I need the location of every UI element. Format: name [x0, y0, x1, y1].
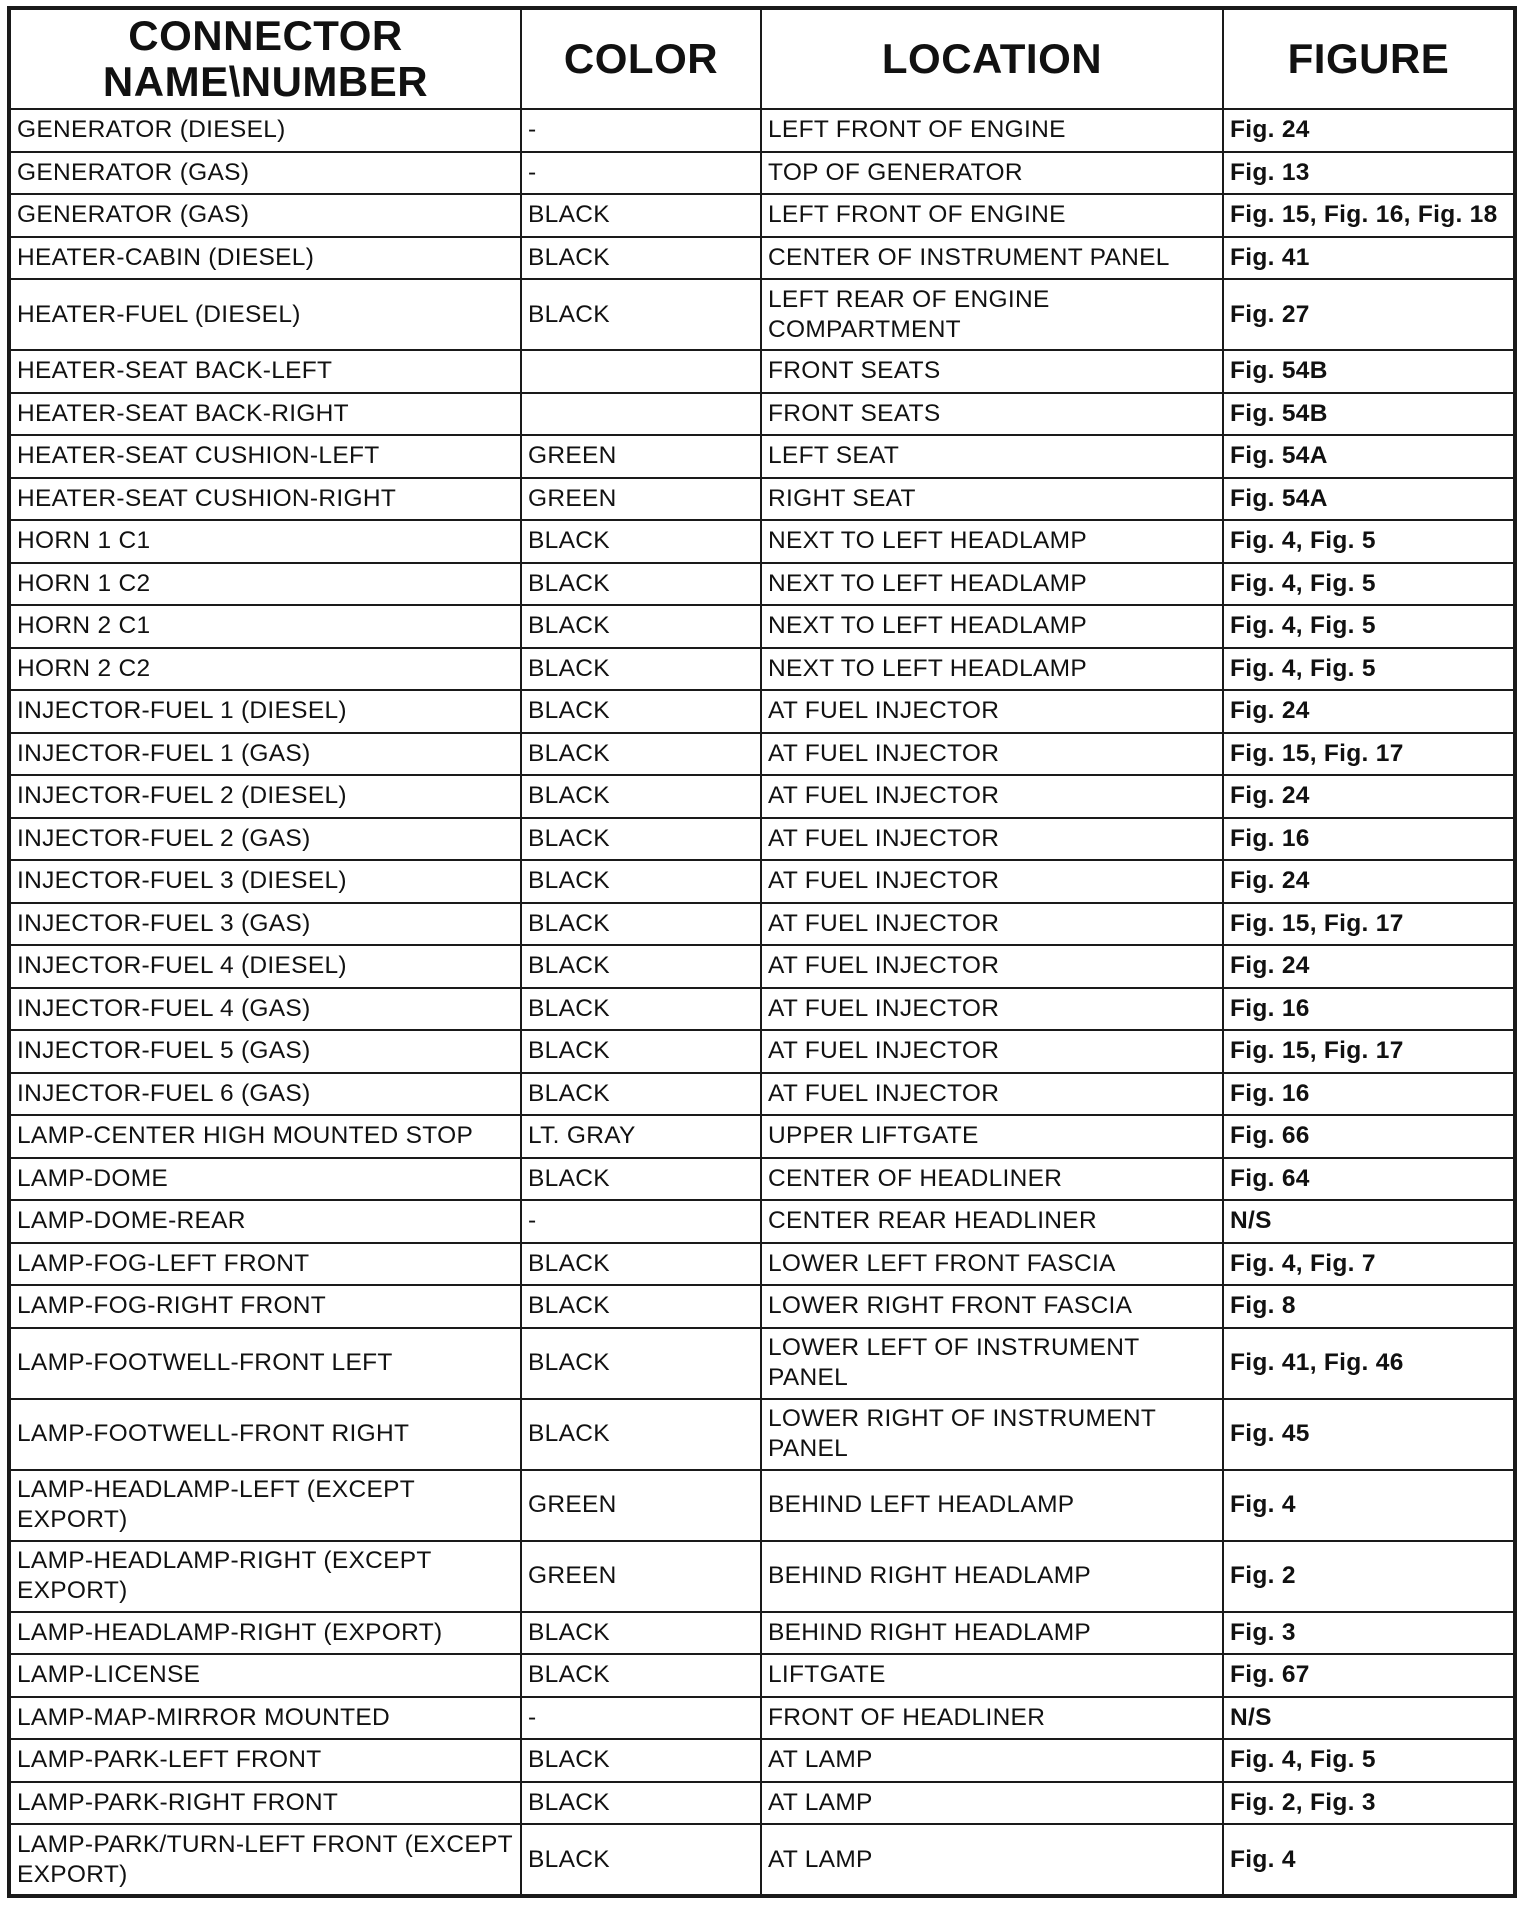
connector-figure: Fig. 15, Fig. 17: [1223, 733, 1515, 776]
header-color: COLOR: [521, 8, 761, 109]
connector-name: LAMP-HEADLAMP-RIGHT (EXCEPT EXPORT): [9, 1541, 521, 1612]
connector-name: LAMP-HEADLAMP-RIGHT (EXPORT): [9, 1612, 521, 1655]
connector-name: LAMP-FOG-RIGHT FRONT: [9, 1285, 521, 1328]
table-row: [9, 1399, 1515, 1470]
connector-name: INJECTOR-FUEL 1 (GAS): [9, 733, 521, 776]
connector-color: BLACK: [521, 1739, 761, 1782]
connector-location: AT FUEL INJECTOR: [761, 1073, 1223, 1116]
connector-name: HEATER-SEAT CUSHION-LEFT: [9, 435, 521, 478]
connector-figure: Fig. 24: [1223, 775, 1515, 818]
connector-name: GENERATOR (DIESEL): [9, 109, 521, 152]
connector-color: BLACK: [521, 988, 761, 1031]
connector-location: AT FUEL INJECTOR: [761, 945, 1223, 988]
table-row: [9, 1200, 1515, 1243]
table-row: [9, 945, 1515, 988]
connector-color: BLACK: [521, 1285, 761, 1328]
header-location: LOCATION: [761, 8, 1223, 109]
connector-location: AT FUEL INJECTOR: [761, 690, 1223, 733]
connector-color: -: [521, 1200, 761, 1243]
connector-name: HORN 2 C1: [9, 605, 521, 648]
table-row: [9, 1470, 1515, 1541]
connector-figure: Fig. 24: [1223, 690, 1515, 733]
connector-color: [521, 393, 761, 436]
connector-name: LAMP-HEADLAMP-LEFT (EXCEPT EXPORT): [9, 1470, 521, 1541]
connector-location: AT FUEL INJECTOR: [761, 860, 1223, 903]
connector-figure: Fig. 41, Fig. 46: [1223, 1328, 1515, 1399]
connector-figure: Fig. 45: [1223, 1399, 1515, 1470]
connector-figure: Fig. 3: [1223, 1612, 1515, 1655]
connector-name: LAMP-DOME: [9, 1158, 521, 1201]
header-connector-name: CONNECTOR NAME\NUMBER: [9, 8, 521, 109]
table-row: [9, 605, 1515, 648]
connector-color: BLACK: [521, 1030, 761, 1073]
connector-location: AT LAMP: [761, 1782, 1223, 1825]
table-row: [9, 1285, 1515, 1328]
connector-location: BEHIND RIGHT HEADLAMP: [761, 1541, 1223, 1612]
table-row: [9, 393, 1515, 436]
connector-figure: Fig. 54B: [1223, 350, 1515, 393]
connector-name: INJECTOR-FUEL 3 (DIESEL): [9, 860, 521, 903]
connector-name: GENERATOR (GAS): [9, 194, 521, 237]
connector-location: FRONT SEATS: [761, 393, 1223, 436]
connector-location: AT FUEL INJECTOR: [761, 988, 1223, 1031]
table-row: [9, 775, 1515, 818]
table-row: [9, 279, 1515, 350]
connector-color: BLACK: [521, 1328, 761, 1399]
connector-figure: Fig. 66: [1223, 1115, 1515, 1158]
table-row: [9, 818, 1515, 861]
connector-color: GREEN: [521, 1470, 761, 1541]
connector-name: INJECTOR-FUEL 4 (GAS): [9, 988, 521, 1031]
connector-location: BEHIND RIGHT HEADLAMP: [761, 1612, 1223, 1655]
connector-location: TOP OF GENERATOR: [761, 152, 1223, 195]
table-row: [9, 478, 1515, 521]
connector-color: -: [521, 109, 761, 152]
connector-location: NEXT TO LEFT HEADLAMP: [761, 563, 1223, 606]
connector-figure: Fig. 2, Fig. 3: [1223, 1782, 1515, 1825]
connector-location: AT LAMP: [761, 1739, 1223, 1782]
connector-figure: Fig. 54B: [1223, 393, 1515, 436]
connector-figure: Fig. 15, Fig. 17: [1223, 1030, 1515, 1073]
connector-name: LAMP-PARK/TURN-LEFT FRONT (EXCEPT EXPORT): [9, 1824, 521, 1896]
connector-color: BLACK: [521, 775, 761, 818]
connector-location: CENTER REAR HEADLINER: [761, 1200, 1223, 1243]
connector-figure: Fig. 16: [1223, 988, 1515, 1031]
connector-figure: Fig. 27: [1223, 279, 1515, 350]
connector-name: HEATER-SEAT BACK-RIGHT: [9, 393, 521, 436]
connector-color: BLACK: [521, 1399, 761, 1470]
connector-figure: N/S: [1223, 1697, 1515, 1740]
table-row: [9, 1824, 1515, 1896]
connector-name: INJECTOR-FUEL 1 (DIESEL): [9, 690, 521, 733]
connector-figure: Fig. 4, Fig. 5: [1223, 1739, 1515, 1782]
table-row: [9, 903, 1515, 946]
connector-color: BLACK: [521, 1654, 761, 1697]
connector-figure: Fig. 54A: [1223, 478, 1515, 521]
connector-color: BLACK: [521, 818, 761, 861]
connector-figure: Fig. 4, Fig. 5: [1223, 563, 1515, 606]
connector-name: LAMP-FOOTWELL-FRONT LEFT: [9, 1328, 521, 1399]
table-row: [9, 435, 1515, 478]
connector-figure: Fig. 4, Fig. 7: [1223, 1243, 1515, 1286]
connector-figure: Fig. 4: [1223, 1824, 1515, 1896]
connector-name: INJECTOR-FUEL 2 (DIESEL): [9, 775, 521, 818]
connector-color: BLACK: [521, 194, 761, 237]
connector-name: GENERATOR (GAS): [9, 152, 521, 195]
connector-location: AT FUEL INJECTOR: [761, 775, 1223, 818]
connector-color: GREEN: [521, 478, 761, 521]
connector-location: LOWER LEFT FRONT FASCIA: [761, 1243, 1223, 1286]
connector-table: [7, 6, 1517, 1898]
connector-color: BLACK: [521, 279, 761, 350]
connector-name: HORN 2 C2: [9, 648, 521, 691]
table-row: [9, 648, 1515, 691]
connector-figure: Fig. 13: [1223, 152, 1515, 195]
connector-figure: Fig. 15, Fig. 17: [1223, 903, 1515, 946]
table-row: [9, 194, 1515, 237]
connector-name: LAMP-PARK-RIGHT FRONT: [9, 1782, 521, 1825]
table-row: [9, 237, 1515, 280]
connector-figure: Fig. 2: [1223, 1541, 1515, 1612]
connector-location: LIFTGATE: [761, 1654, 1223, 1697]
connector-figure: Fig. 24: [1223, 860, 1515, 903]
table-row: [9, 1541, 1515, 1612]
connector-location: UPPER LIFTGATE: [761, 1115, 1223, 1158]
table-row: [9, 152, 1515, 195]
connector-location: NEXT TO LEFT HEADLAMP: [761, 605, 1223, 648]
connector-color: GREEN: [521, 435, 761, 478]
table-row: [9, 988, 1515, 1031]
connector-name: LAMP-CENTER HIGH MOUNTED STOP: [9, 1115, 521, 1158]
connector-location: NEXT TO LEFT HEADLAMP: [761, 520, 1223, 563]
connector-name: HEATER-CABIN (DIESEL): [9, 237, 521, 280]
connector-color: BLACK: [521, 903, 761, 946]
connector-name: LAMP-DOME-REAR: [9, 1200, 521, 1243]
connector-figure: Fig. 24: [1223, 945, 1515, 988]
connector-figure: Fig. 15, Fig. 16, Fig. 18: [1223, 194, 1515, 237]
connector-figure: Fig. 4: [1223, 1470, 1515, 1541]
connector-name: INJECTOR-FUEL 2 (GAS): [9, 818, 521, 861]
connector-color: BLACK: [521, 1158, 761, 1201]
connector-name: LAMP-PARK-LEFT FRONT: [9, 1739, 521, 1782]
connector-name: INJECTOR-FUEL 6 (GAS): [9, 1073, 521, 1116]
connector-figure: Fig. 4, Fig. 5: [1223, 648, 1515, 691]
table-row: [9, 1158, 1515, 1201]
connector-color: BLACK: [521, 690, 761, 733]
connector-name: HEATER-SEAT CUSHION-RIGHT: [9, 478, 521, 521]
connector-location: NEXT TO LEFT HEADLAMP: [761, 648, 1223, 691]
connector-location: LOWER RIGHT FRONT FASCIA: [761, 1285, 1223, 1328]
connector-color: BLACK: [521, 733, 761, 776]
connector-name: LAMP-FOOTWELL-FRONT RIGHT: [9, 1399, 521, 1470]
table-row: [9, 1030, 1515, 1073]
connector-location: LOWER LEFT OF INSTRUMENT PANEL: [761, 1328, 1223, 1399]
connector-location: AT FUEL INJECTOR: [761, 733, 1223, 776]
connector-color: BLACK: [521, 648, 761, 691]
connector-location: AT FUEL INJECTOR: [761, 903, 1223, 946]
table-row: [9, 1243, 1515, 1286]
table-row: [9, 109, 1515, 152]
connector-color: BLACK: [521, 520, 761, 563]
connector-color: -: [521, 152, 761, 195]
connector-figure: Fig. 24: [1223, 109, 1515, 152]
connector-name: HEATER-SEAT BACK-LEFT: [9, 350, 521, 393]
connector-color: BLACK: [521, 1824, 761, 1896]
connector-location: LEFT FRONT OF ENGINE: [761, 109, 1223, 152]
header-figure: FIGURE: [1223, 8, 1515, 109]
connector-figure: Fig. 41: [1223, 237, 1515, 280]
connector-figure: Fig. 16: [1223, 818, 1515, 861]
connector-color: BLACK: [521, 1243, 761, 1286]
connector-location: FRONT OF HEADLINER: [761, 1697, 1223, 1740]
connector-location: AT LAMP: [761, 1824, 1223, 1896]
connector-name: HEATER-FUEL (DIESEL): [9, 279, 521, 350]
table-row: [9, 1328, 1515, 1399]
connector-location: CENTER OF INSTRUMENT PANEL: [761, 237, 1223, 280]
connector-color: BLACK: [521, 605, 761, 648]
connector-name: INJECTOR-FUEL 4 (DIESEL): [9, 945, 521, 988]
connector-name: LAMP-LICENSE: [9, 1654, 521, 1697]
connector-name: LAMP-MAP-MIRROR MOUNTED: [9, 1697, 521, 1740]
connector-location: FRONT SEATS: [761, 350, 1223, 393]
connector-color: BLACK: [521, 1073, 761, 1116]
table-row: [9, 1782, 1515, 1825]
table-row: [9, 520, 1515, 563]
connector-location: LOWER RIGHT OF INSTRUMENT PANEL: [761, 1399, 1223, 1470]
connector-location: BEHIND LEFT HEADLAMP: [761, 1470, 1223, 1541]
connector-color: -: [521, 1697, 761, 1740]
connector-name: HORN 1 C1: [9, 520, 521, 563]
connector-location: AT FUEL INJECTOR: [761, 1030, 1223, 1073]
connector-location: LEFT REAR OF ENGINE COMPARTMENT: [761, 279, 1223, 350]
connector-name: INJECTOR-FUEL 5 (GAS): [9, 1030, 521, 1073]
table-row: [9, 1654, 1515, 1697]
connector-color: BLACK: [521, 237, 761, 280]
connector-color: [521, 350, 761, 393]
table-row: [9, 860, 1515, 903]
connector-location: AT FUEL INJECTOR: [761, 818, 1223, 861]
table-header: [9, 8, 1515, 109]
connector-location: RIGHT SEAT: [761, 478, 1223, 521]
connector-figure: Fig. 54A: [1223, 435, 1515, 478]
table-row: [9, 1115, 1515, 1158]
table-row: [9, 563, 1515, 606]
connector-color: BLACK: [521, 1612, 761, 1655]
header-row: [9, 8, 1515, 109]
connector-color: LT. GRAY: [521, 1115, 761, 1158]
table-body: [9, 109, 1515, 1896]
connector-color: BLACK: [521, 860, 761, 903]
table-row: [9, 1697, 1515, 1740]
connector-figure: Fig. 8: [1223, 1285, 1515, 1328]
connector-color: BLACK: [521, 563, 761, 606]
connector-name: HORN 1 C2: [9, 563, 521, 606]
connector-figure: Fig. 67: [1223, 1654, 1515, 1697]
table-row: [9, 350, 1515, 393]
connector-color: BLACK: [521, 945, 761, 988]
connector-name: INJECTOR-FUEL 3 (GAS): [9, 903, 521, 946]
connector-color: BLACK: [521, 1782, 761, 1825]
connector-figure: Fig. 4, Fig. 5: [1223, 605, 1515, 648]
connector-color: GREEN: [521, 1541, 761, 1612]
connector-location: CENTER OF HEADLINER: [761, 1158, 1223, 1201]
table-row: [9, 1073, 1515, 1116]
connector-location: LEFT FRONT OF ENGINE: [761, 194, 1223, 237]
table-row: [9, 1612, 1515, 1655]
table-row: [9, 690, 1515, 733]
table-row: [9, 1739, 1515, 1782]
table-row: [9, 733, 1515, 776]
connector-figure: Fig. 4, Fig. 5: [1223, 520, 1515, 563]
connector-location: LEFT SEAT: [761, 435, 1223, 478]
connector-figure: Fig. 64: [1223, 1158, 1515, 1201]
connector-name: LAMP-FOG-LEFT FRONT: [9, 1243, 521, 1286]
connector-figure: N/S: [1223, 1200, 1515, 1243]
connector-figure: Fig. 16: [1223, 1073, 1515, 1116]
